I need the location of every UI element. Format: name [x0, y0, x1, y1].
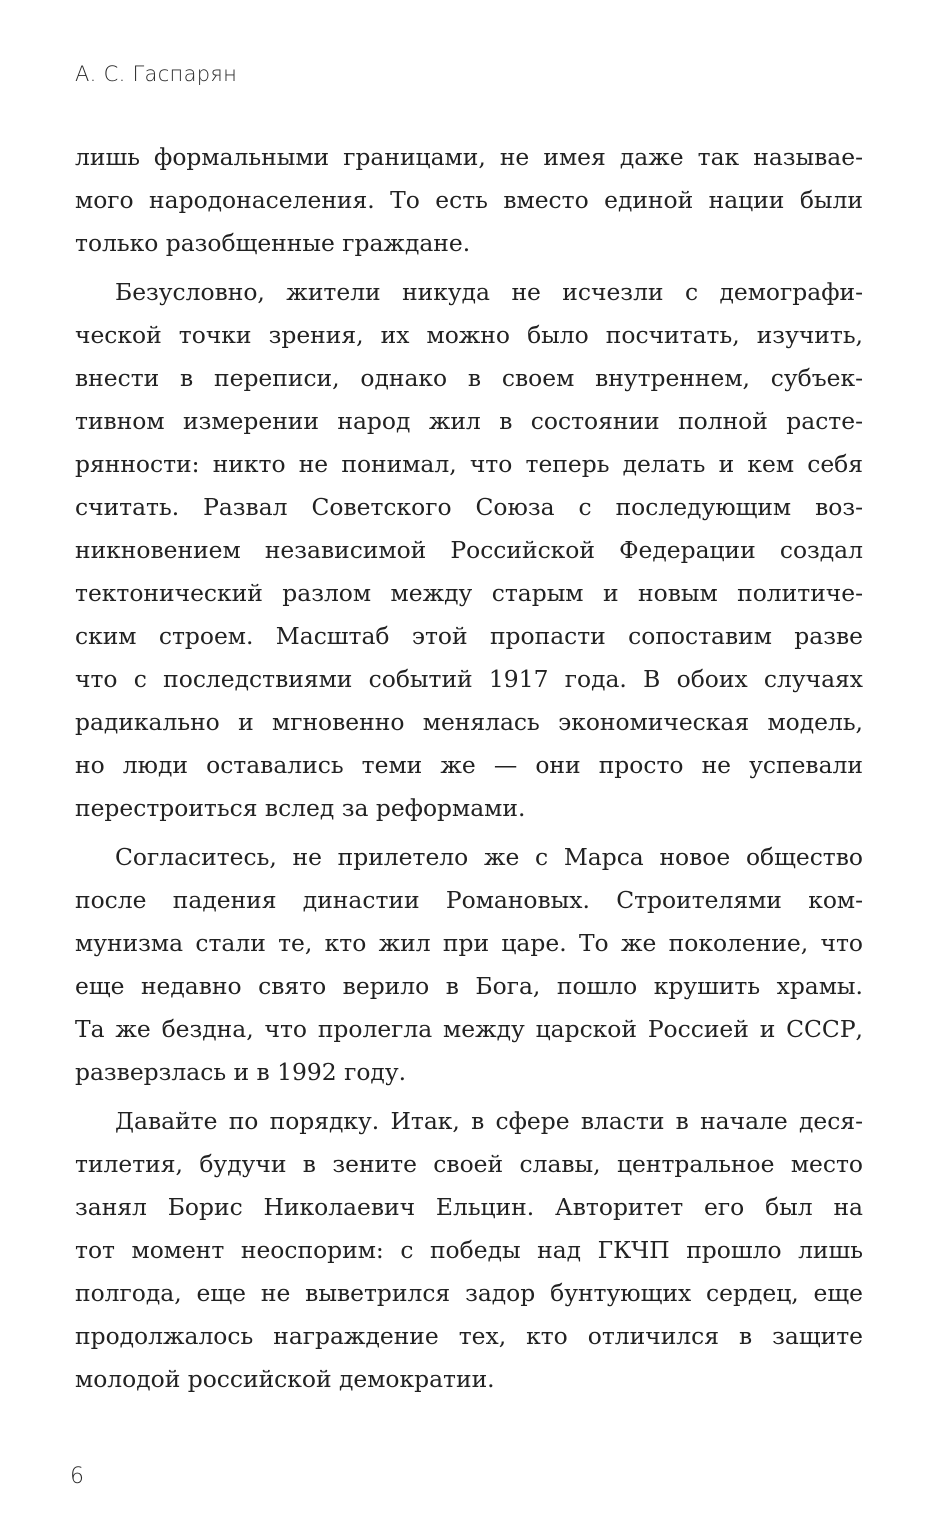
text-line: лишь формальными границами, не имея даже так называе- [75, 143, 863, 171]
text-line: только разобщенные граждане. [75, 229, 471, 257]
text-line: мунизма стали те, кто жил при царе. То же поколение, что [75, 929, 863, 957]
text-line: радикально и мгновенно менялась экономическая модель, [75, 708, 863, 736]
text-line: считать. Развал Советского Союза с последующим воз- [75, 493, 863, 521]
paragraph-3 [75, 836, 863, 1094]
text-line: тивном измерении народ жил в состоянии полной расте- [75, 407, 863, 435]
text-line: но люди оставались теми же — они просто не успевали [75, 751, 863, 779]
text-line: Давайте по порядку. Итак, в сфере власти в начале деся- [115, 1107, 863, 1135]
paragraph-2 [75, 271, 863, 830]
text-line: полгода, еще не выветрился задор бунтующих сердец, еще [75, 1279, 863, 1307]
paragraph-1 [75, 136, 863, 265]
text-line: мого народонаселения. То есть вместо единой нации были [75, 186, 863, 214]
text-line: тот момент неоспорим: с победы над ГКЧП прошло лишь [75, 1236, 863, 1264]
paragraph-4 [75, 1100, 863, 1401]
text-line: рянности: никто не понимал, что теперь делать и кем себя [75, 450, 863, 478]
text-line: никновением независимой Российской Федерации создал [75, 536, 863, 564]
text-line: разверзлась и в 1992 году. [75, 1058, 407, 1086]
text-line: занял Борис Николаевич Ельцин. Авторитет его был на [75, 1193, 863, 1221]
text-line: еще недавно свято верило в Бога, пошло крушить храмы. [75, 972, 863, 1000]
text-line: продолжалось награждение тех, кто отличился в защите [75, 1322, 863, 1350]
running-header-author: А. С. Гаспарян [75, 62, 238, 86]
page-number: 6 [70, 1464, 84, 1489]
text-line: Та же бездна, что пролегла между царской Россией и СССР, [75, 1015, 863, 1043]
text-line: Безусловно, жители никуда не исчезли с демографи- [115, 278, 863, 306]
text-line: ческой точки зрения, их можно было посчитать, изучить, [75, 321, 863, 349]
text-line: ским строем. Масштаб этой пропасти сопоставим разве [75, 622, 863, 650]
text-line: после падения династии Романовых. Строителями ком- [75, 886, 863, 914]
text-line: молодой российской демократии. [75, 1365, 495, 1393]
text-line: что с последствиями событий 1917 года. В обоих случаях [75, 665, 863, 693]
text-line: тилетия, будучи в зените своей славы, центральное место [75, 1150, 863, 1178]
text-line: внести в переписи, однако в своем внутреннем, субъек- [75, 364, 863, 392]
text-line: тектонический разлом между старым и новым политиче- [75, 579, 863, 607]
text-line: перестроиться вслед за реформами. [75, 794, 526, 822]
text-line: Согласитесь, не прилетело же с Марса новое общество [115, 843, 863, 871]
body-text [75, 136, 863, 1407]
